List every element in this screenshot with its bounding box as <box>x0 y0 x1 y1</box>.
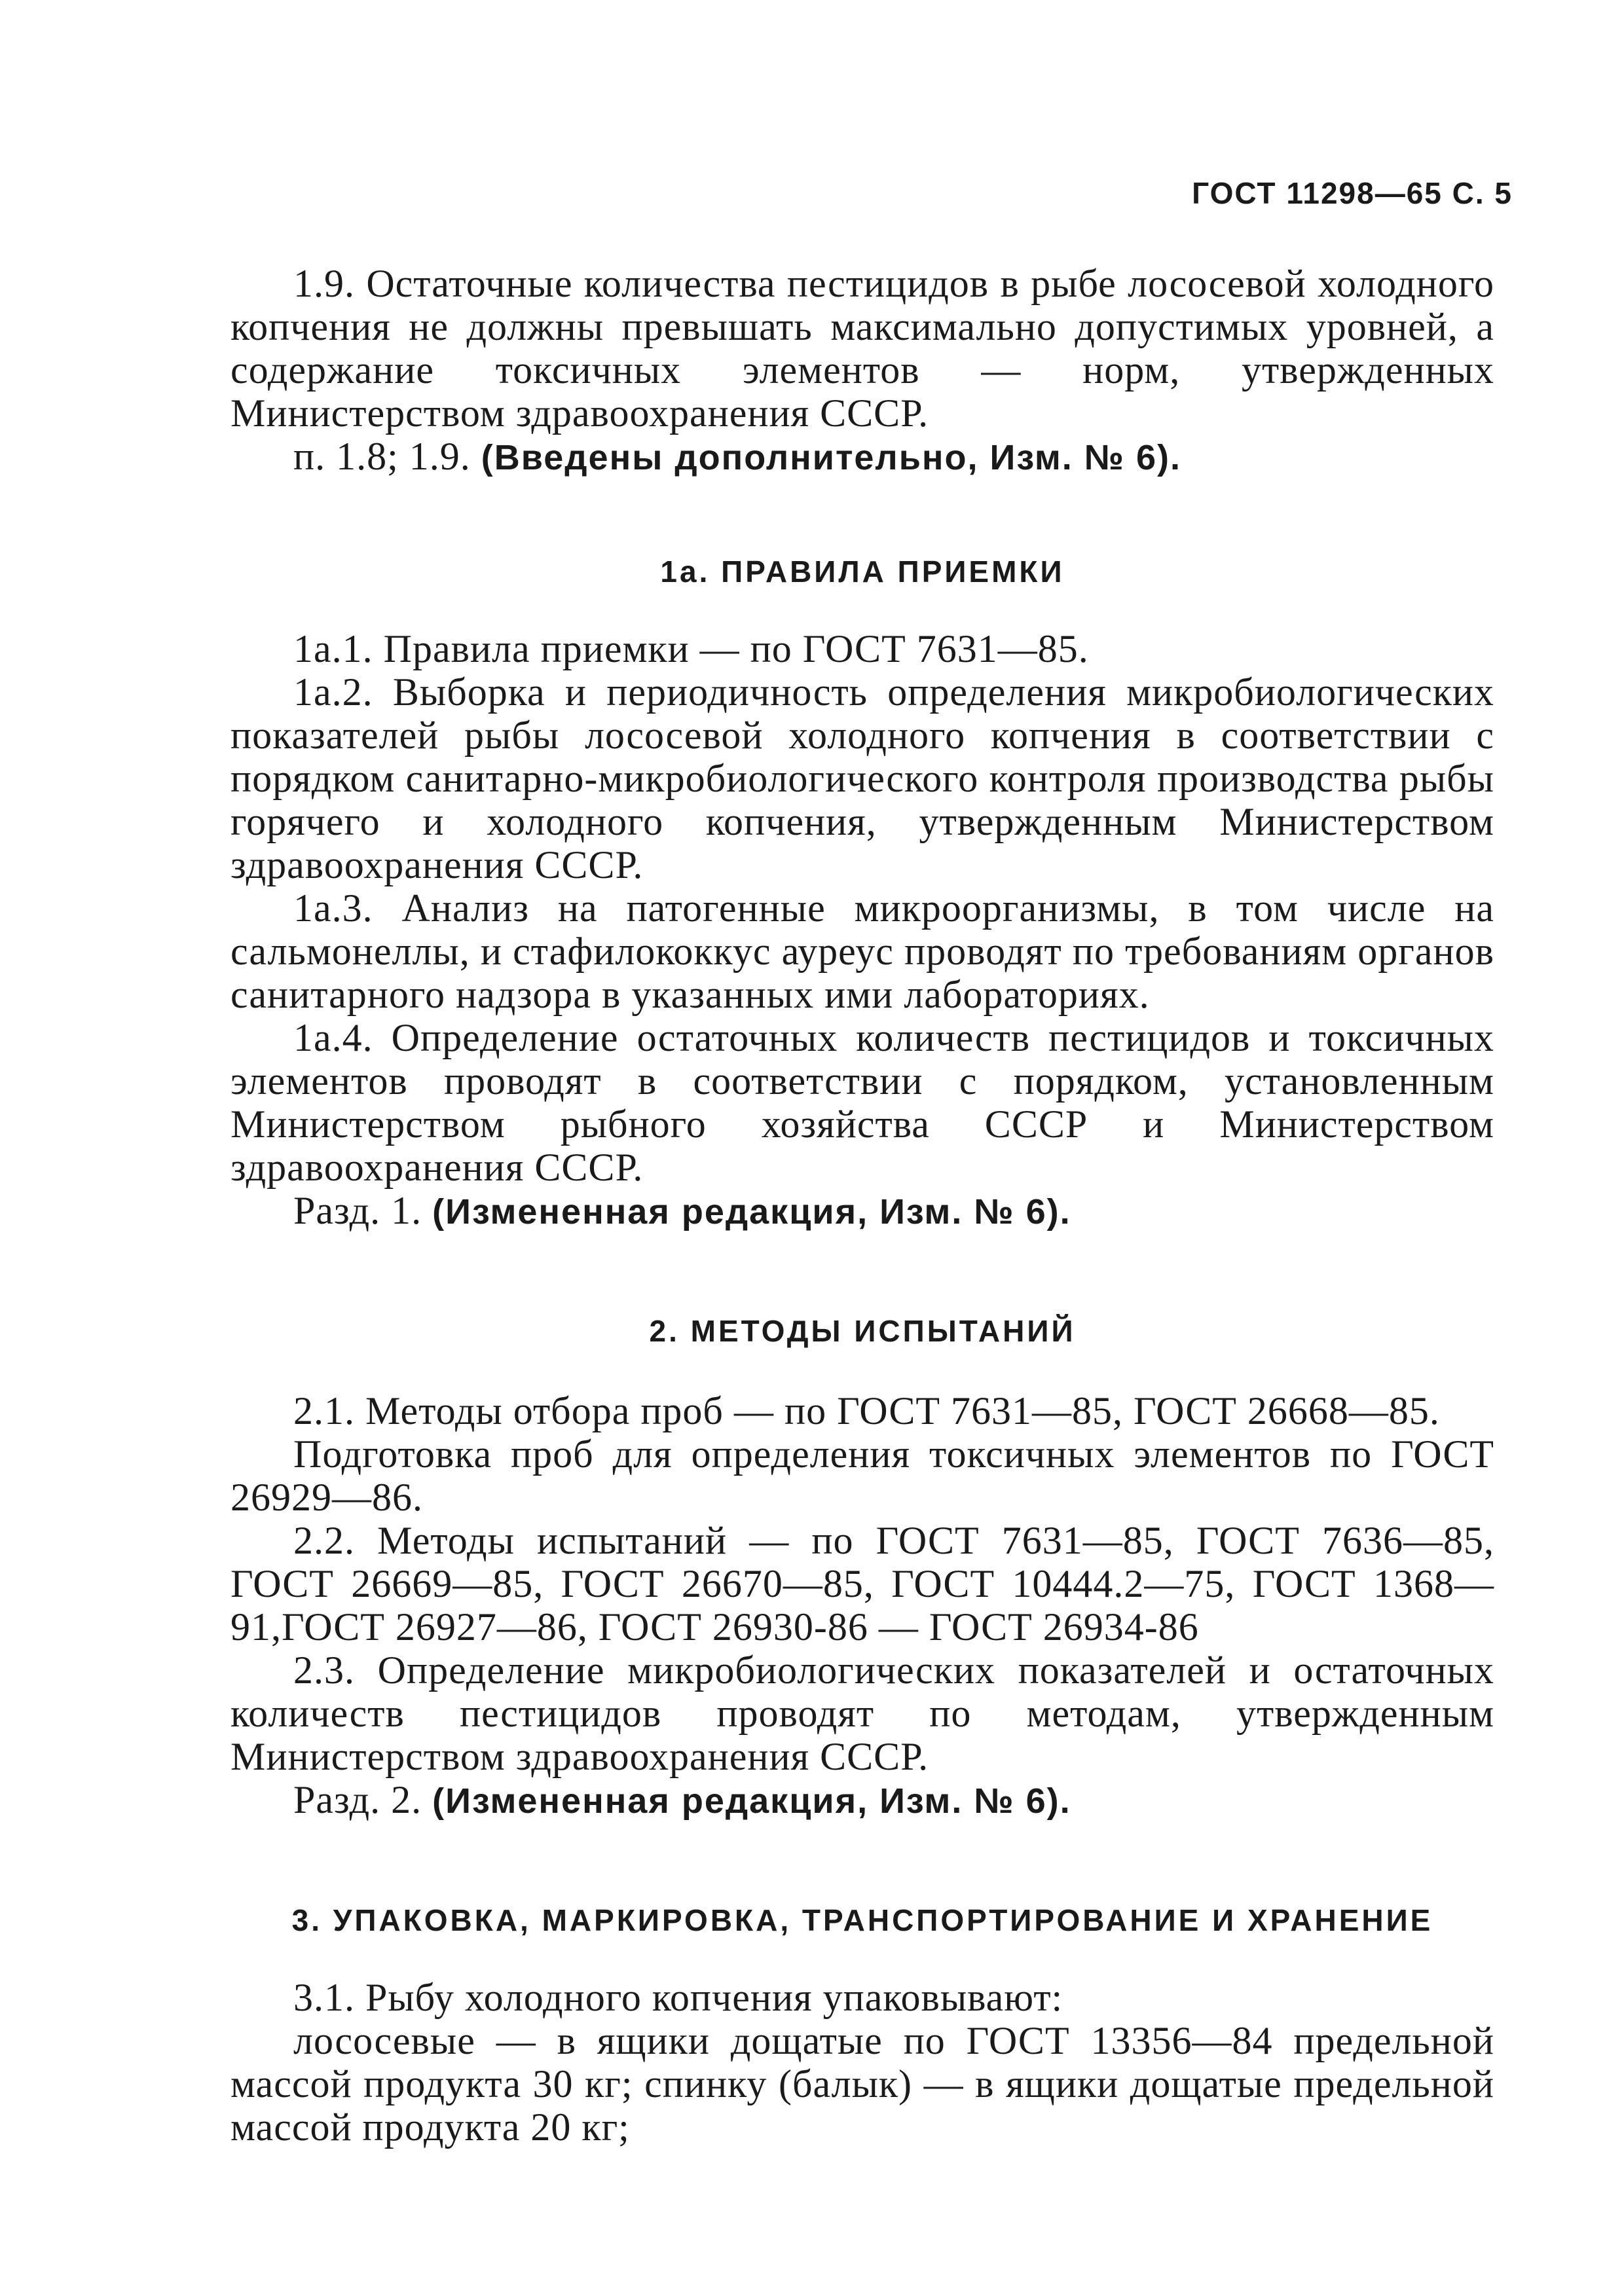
clause-2-3: 2.3. Определение микробиологических показателей и остаточных количеств пестицидов проводят по методам, утвержденным Министерством здравоохранения СССР. <box>231 1649 1494 1778</box>
amendment-note-2-text: (Измененная редакция, Изм. № 6). <box>432 1192 1071 1231</box>
clause-1a-2: 1а.2. Выборка и периодичность определения микробиологических показателей рыбы лососевой холодного копчения в соответствии с порядком санитарно-микробиологического контроля производства рыбы горячего и холодного копчения, утвержденным Министерством здравоохранения СССР. <box>231 670 1494 886</box>
amendment-note-1-ref: п. 1.8; 1.9. <box>293 435 471 478</box>
clause-3-1-salmon: лососевые — в ящики дощатые по ГОСТ 13356—84 предельной массой продукта 30 кг; спинку (балык) — в ящики дощатые предельной массой продукта 20 кг; <box>231 2019 1494 2149</box>
clause-1a-4: 1а.4. Определение остаточных количеств пестицидов и токсичных элементов проводят в соответствии с порядком, установленным Министерством рыбного хозяйства СССР и Министерством здравоохранения СССР. <box>231 1016 1494 1189</box>
page-content <box>231 262 1494 2149</box>
section-title-acceptance: 1а. ПРАВИЛА ПРИЕМКИ <box>660 555 1065 589</box>
clause-1a-3: 1а.3. Анализ на патогенные микроорганизмы, в том числе на сальмонеллы, и стафилококкус ауреус проводят по требованиям органов санитарного надзора в указанных ими лабораториях. <box>231 886 1494 1016</box>
amendment-note-3-ref: Разд. 2. <box>293 1778 422 1821</box>
clause-2-1: 2.1. Методы отбора проб — по ГОСТ 7631—85, ГОСТ 26668—85. <box>293 1389 1440 1432</box>
clause-1-9: 1.9. Остаточные количества пестицидов в рыбе лососевой холодного копчения не должны превышать максимально допустимых уровней, а содержание токсичных элементов — норм, утвержденных Министерством здравоохранения СССР. <box>231 262 1494 435</box>
section-title-test-methods: 2. МЕТОДЫ ИСПЫТАНИЙ <box>649 1314 1076 1348</box>
amendment-note-3-text: (Измененная редакция, Изм. № 6). <box>432 1781 1071 1821</box>
amendment-note-1-text: (Введены дополнительно, Изм. № 6). <box>481 438 1182 477</box>
amendment-note-3 <box>231 1778 1494 1823</box>
amendment-note-1 <box>231 435 1494 479</box>
clause-1a-1: 1а.1. Правила приемки — по ГОСТ 7631—85. <box>293 627 1089 670</box>
clause-2-1-sample-prep: Подготовка проб для определения токсичных элементов по ГОСТ 26929—86. <box>231 1432 1494 1519</box>
amendment-note-2 <box>231 1189 1494 1233</box>
clause-2-2: 2.2. Методы испытаний — по ГОСТ 7631—85, ГОСТ 7636—85, ГОСТ 26669—85, ГОСТ 26670—85, ГОСТ 10444.2—75, ГОСТ 1368—91,ГОСТ 26927—86, ГОСТ 26930-86 — ГОСТ 26934-86 <box>231 1519 1494 1649</box>
section-title-packaging: 3. УПАКОВКА, МАРКИРОВКА, ТРАНСПОРТИРОВАНИЕ И ХРАНЕНИЕ <box>291 1903 1433 1937</box>
amendment-note-2-ref: Разд. 1. <box>293 1189 422 1232</box>
page-header: ГОСТ 11298—65 С. 5 <box>1192 176 1513 210</box>
clause-3-1: 3.1. Рыбу холодного копчения упаковывают: <box>293 1976 1063 2019</box>
